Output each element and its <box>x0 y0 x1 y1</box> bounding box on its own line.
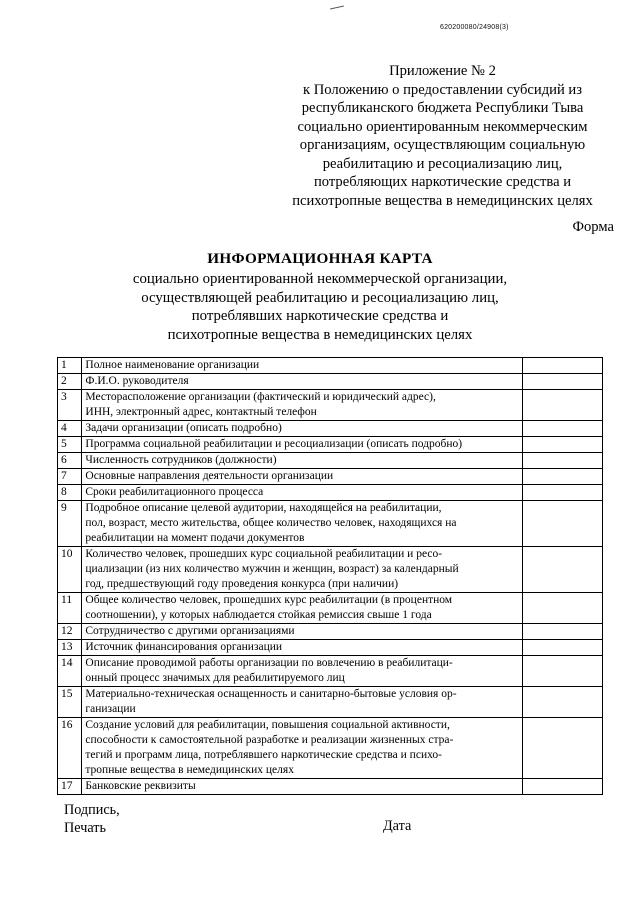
document-subtitle <box>0 270 640 344</box>
row-number: 3 <box>58 390 82 421</box>
row-description <box>82 687 522 718</box>
row-description-line: Полное наименование организации <box>85 359 260 371</box>
row-number: 10 <box>58 547 82 593</box>
table-row <box>58 485 603 501</box>
appendix-header <box>270 62 615 210</box>
row-description-line: Создание условий для реабилитации, повышения социальной активности, <box>85 719 450 731</box>
row-description-line: Сотрудничество с другими организациями <box>85 625 295 637</box>
table-row <box>58 624 603 640</box>
row-description-line: Подробное описание целевой аудитории, находящейся на реабилитации, <box>85 502 442 514</box>
row-description <box>82 624 522 640</box>
row-description-line: ганизации <box>85 703 136 715</box>
table-row <box>58 687 603 718</box>
row-description-line: Численность сотрудников (должности) <box>85 454 277 466</box>
row-number: 15 <box>58 687 82 718</box>
row-number: 14 <box>58 656 82 687</box>
date-label: Дата <box>383 818 412 834</box>
row-description <box>82 779 522 795</box>
row-value-cell[interactable] <box>522 718 602 779</box>
row-number: 8 <box>58 485 82 501</box>
row-number: 7 <box>58 469 82 485</box>
appendix-line: потребляющих наркотические средства и <box>313 174 572 190</box>
subtitle-line: психотропные вещества в немедицинских целях <box>167 326 473 343</box>
row-value-cell[interactable] <box>522 593 602 624</box>
table-row <box>58 718 603 779</box>
row-description-line: Количество человек, прошедших курс социальной реабилитации и ресо- <box>85 548 443 560</box>
table-row <box>58 469 603 485</box>
row-number: 16 <box>58 718 82 779</box>
row-description-line: Общее количество человек, прошедших курс реабилитации (в процентном <box>85 594 453 606</box>
table-row <box>58 390 603 421</box>
appendix-line: республиканского бюджета Республики Тыва <box>301 100 584 116</box>
row-value-cell[interactable] <box>522 640 602 656</box>
table-row <box>58 547 603 593</box>
row-description <box>82 656 522 687</box>
row-number: 2 <box>58 374 82 390</box>
row-value-cell[interactable] <box>522 547 602 593</box>
row-value-cell[interactable] <box>522 421 602 437</box>
row-description-line: ИНН, электронный адрес, контактный телефон <box>85 406 317 418</box>
table-row <box>58 593 603 624</box>
row-description-line: тропные вещества в немедицинских целях <box>85 764 294 776</box>
appendix-line: психотропные вещества в немедицинских целях <box>292 192 593 209</box>
row-description-line: Основные направления деятельности организации <box>85 470 334 482</box>
row-description <box>82 640 522 656</box>
row-value-cell[interactable] <box>522 485 602 501</box>
info-card-table-body <box>58 358 603 795</box>
seal-label: Печать <box>64 820 106 836</box>
subtitle-line: осуществляющей реабилитацию и ресоциализацию лиц, <box>141 289 499 306</box>
row-value-cell[interactable] <box>522 779 602 795</box>
row-description-line: Программа социальной реабилитации и ресоциализации (описать подробно) <box>85 438 463 450</box>
row-description-line: онный процесс значимых для реабилитируемого лиц <box>85 672 345 684</box>
row-description-line: Ф.И.О. руководителя <box>85 375 189 387</box>
row-value-cell[interactable] <box>522 501 602 547</box>
row-description <box>82 501 522 547</box>
row-description-line: реабилитации на момент подачи документов <box>85 532 305 544</box>
row-description-line: способности к самостоятельной разработке и реализации жизненных стра- <box>85 734 454 746</box>
row-value-cell[interactable] <box>522 453 602 469</box>
appendix-line: организациям, осуществляющим социальную <box>299 137 586 153</box>
row-description-line: Описание проводимой работы организации по вовлечению в реабилитаци- <box>85 657 453 669</box>
row-description-line: год, предшествующий году проведения конкурса (при наличии) <box>85 578 399 590</box>
row-description <box>82 593 522 624</box>
row-description-line: пол, возраст, место жительства, общее количество человек, находящихся на <box>85 517 457 529</box>
row-description-line: тегий и программ лица, потреблявшего наркотические средства и психо- <box>85 749 442 761</box>
appendix-line: социально ориентированным некоммерческим <box>297 118 588 135</box>
table-row <box>58 421 603 437</box>
row-description <box>82 469 522 485</box>
document-title: ИНФОРМАЦИОННАЯ КАРТА <box>207 250 433 267</box>
row-value-cell[interactable] <box>522 374 602 390</box>
table-row <box>58 437 603 453</box>
row-description <box>82 358 522 374</box>
row-description <box>82 718 522 779</box>
row-value-cell[interactable] <box>522 358 602 374</box>
row-number: 17 <box>58 779 82 795</box>
table-row <box>58 640 603 656</box>
info-card-table <box>57 357 603 795</box>
row-description-line: Источник финансирования организации <box>85 641 283 653</box>
row-number: 12 <box>58 624 82 640</box>
row-description-line: Материально-техническая оснащенность и санитарно-бытовые условия ор- <box>85 688 457 700</box>
table-row <box>58 358 603 374</box>
subtitle-line: социально ориентированной некоммерческой организации, <box>132 271 508 287</box>
table-row <box>58 779 603 795</box>
table-row <box>58 374 603 390</box>
appendix-line: реабилитацию и ресоциализацию лиц, <box>322 155 563 172</box>
signature-block <box>64 801 120 837</box>
row-number: 4 <box>58 421 82 437</box>
signature-label: Подпись, <box>64 802 120 818</box>
table-row <box>58 453 603 469</box>
row-value-cell[interactable] <box>522 390 602 421</box>
row-number: 5 <box>58 437 82 453</box>
table-row <box>58 501 603 547</box>
row-description <box>82 390 522 421</box>
document-code: 620200080/24908(3) <box>440 24 509 31</box>
row-description-line: Месторасположение организации (фактический и юридический адрес), <box>85 391 436 403</box>
form-label: Форма <box>572 219 614 235</box>
row-description <box>82 485 522 501</box>
row-number: 13 <box>58 640 82 656</box>
row-value-cell[interactable] <box>522 656 602 687</box>
row-number: 1 <box>58 358 82 374</box>
row-value-cell[interactable] <box>522 624 602 640</box>
row-description-line: соотношении), у которых наблюдается стойкая ремиссия свыше 1 года <box>85 609 432 621</box>
row-number: 6 <box>58 453 82 469</box>
row-description <box>82 453 522 469</box>
row-value-cell[interactable] <box>522 469 602 485</box>
subtitle-line: потреблявших наркотические средства и <box>191 308 449 325</box>
row-description-line: Сроки реабилитационного процесса <box>85 486 264 498</box>
appendix-line: Приложение № 2 <box>389 63 496 79</box>
appendix-line: к Положению о предоставлении субсидий из <box>303 81 582 98</box>
row-description-line: Задачи организации (описать подробно) <box>85 422 282 434</box>
row-description-line: циализации (из них количество мужчин и женщин, возраст) за календарный <box>85 563 459 575</box>
row-description <box>82 547 522 593</box>
table-row <box>58 656 603 687</box>
row-number: 9 <box>58 501 82 547</box>
row-description <box>82 374 522 390</box>
row-description <box>82 421 522 437</box>
row-number: 11 <box>58 593 82 624</box>
row-value-cell[interactable] <box>522 437 602 453</box>
row-value-cell[interactable] <box>522 687 602 718</box>
scan-mark <box>330 6 344 10</box>
row-description <box>82 437 522 453</box>
row-description-line: Банковские реквизиты <box>85 780 196 792</box>
